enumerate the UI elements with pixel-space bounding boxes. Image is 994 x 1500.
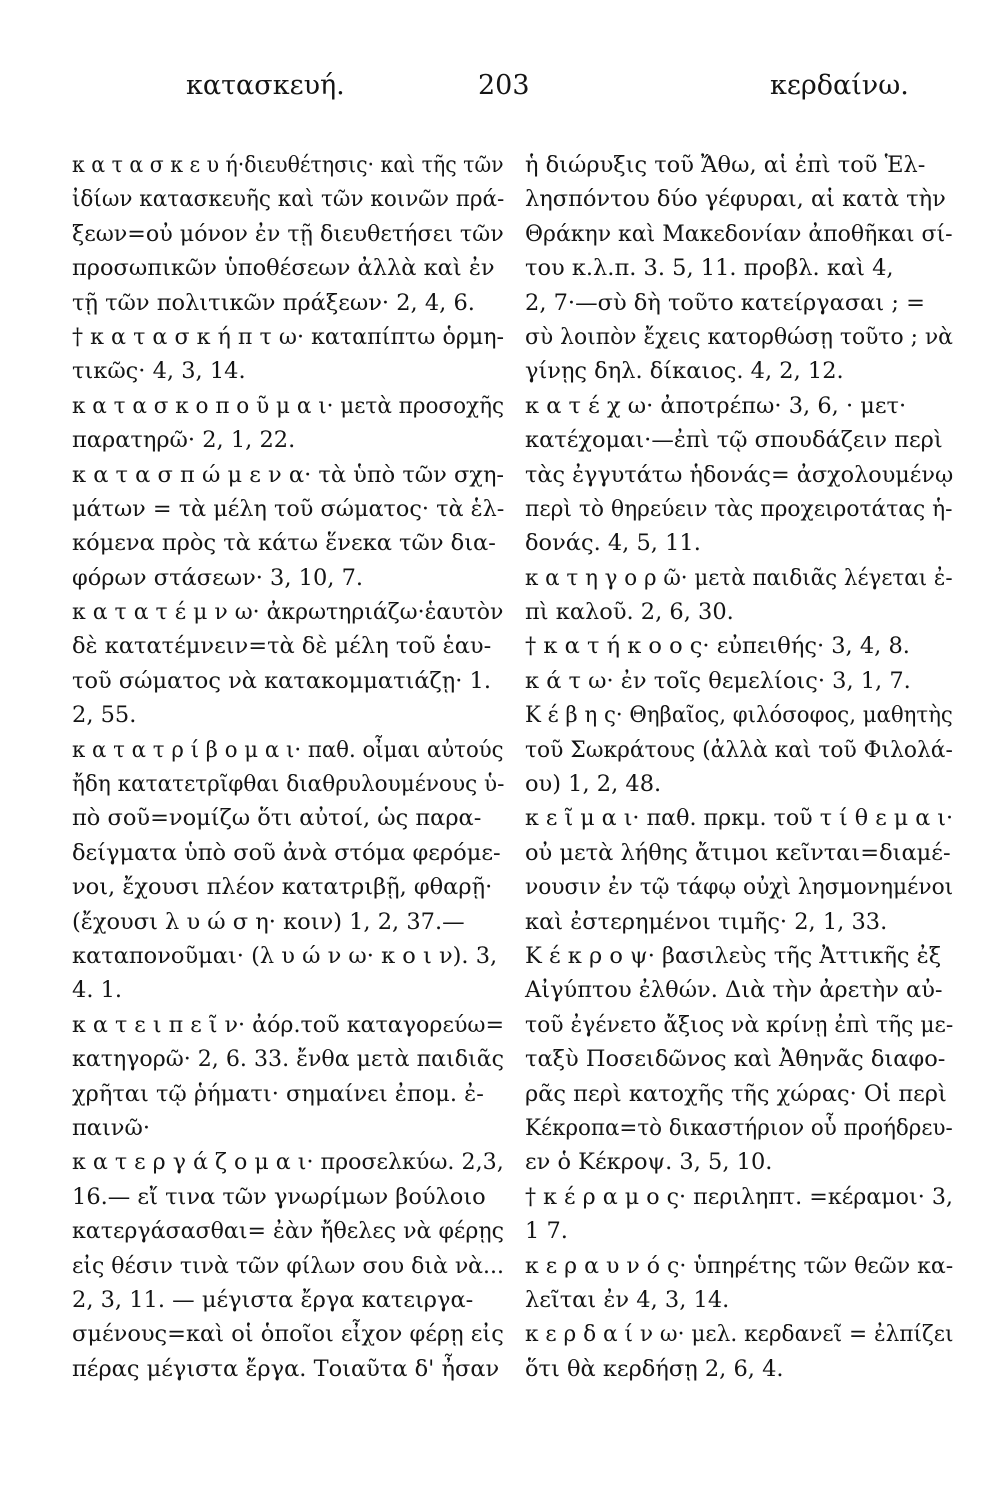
text-line: πὸ σοῦ=νομίζω ὅτι αὐτοί, ὡς παρα- [72, 805, 482, 832]
text-line: κ ά τ ω· ἐν τοῖς θεμελίοις· 3, 1, 7. [525, 667, 911, 694]
text-line: ρᾶς περὶ κατοχῆς τῆς χώρας· Οἱ περὶ [525, 1080, 947, 1107]
text-line: σὺ λοιπὸν ἔχεις κατορθώσῃ τοῦτο ; νὰ [525, 323, 953, 350]
text-line: 2, 7·—σὺ δὴ τοῦτο κατείργασαι ; = [525, 289, 925, 316]
text-line: λησπόντου δύο γέφυραι, αἱ κατὰ τὴν [525, 186, 946, 213]
text-line: κ α τ ε ι π ε ῖ ν· ἀόρ.τοῦ καταγορεύω= [72, 1011, 505, 1038]
text-line: γίνῃς δηλ. δίκαιος. 4, 2, 12. [525, 358, 844, 385]
text-line: ἡ διώρυξις τοῦ Ἄθω, αἱ ἐπὶ τοῦ Ἑλ- [525, 152, 926, 178]
text-line: χρῆται τῷ ῥήματι· σημαίνει ἐπομ. ἐ- [72, 1080, 484, 1107]
text-line: τῇ τῶν πολιτικῶν πράξεων· 2, 4, 6. [72, 289, 475, 316]
text-line: ου) 1, 2, 48. [525, 771, 662, 798]
text-line: τοῦ Σωκράτους (ἀλλὰ καὶ τοῦ Φιλολά- [525, 736, 953, 763]
left-column [72, 148, 547, 1386]
text-line: (ἔχουσι λ υ ώ σ η· κοιν) 1, 2, 37.— [72, 908, 465, 935]
text-line: οὐ μετὰ λήθης ἄτιμοι κεῖνται=διαμέ- [525, 839, 951, 866]
text-line: 2, 55. [72, 702, 137, 729]
text-line: † κ έ ρ α μ ο ς· περιληπτ. =κέραμοι· 3, [525, 1183, 953, 1210]
text-line: † κ α τ α σ κ ή π τ ω· καταπίπτω ὁρμη- [72, 323, 505, 350]
text-line: παινῶ· [72, 1114, 150, 1141]
text-line: πὶ καλοῦ. 2, 6, 30. [525, 599, 734, 626]
text-line: εν ὁ Κέκροψ. 3, 5, 10. [525, 1149, 773, 1176]
text-line: 1 7. [525, 1218, 568, 1245]
text-line: δείγματα ὑπὸ σοῦ ἀνὰ στόμα φερόμε- [72, 839, 501, 866]
text-line: κ ε ῖ μ α ι· παθ. πρκμ. τοῦ τ ί θ ε μ α ι· [525, 805, 954, 832]
text-line: τοῦ ἐγένετο ἄξιος νὰ κρίνῃ ἐπὶ τῆς με- [525, 1011, 954, 1038]
text-line: ἤδη κατατετρῖφθαι διαθρυλουμένους ὑ- [72, 771, 505, 798]
text-line: καὶ ἐστερημένοι τιμῆς· 2, 1, 33. [525, 908, 888, 935]
page-header [0, 70, 994, 110]
text-line: κ α τ α σ κ ε υ ή·διευθέτησις· καὶ τῆς τῶν [72, 152, 504, 178]
text-line: τοῦ σώματος νὰ κατακομματιάζῃ· 1. [72, 667, 491, 694]
text-line: εἰς θέσιν τινὰ τῶν φίλων σου διὰ νὰ... [72, 1252, 504, 1279]
text-line: Αἰγύπτου ἐλθών. Διὰ τὴν ἀρετὴν αὐ- [525, 977, 943, 1004]
text-line: κ α τ έ χ ω· ἀποτρέπω· 3, 6, · μετ· [525, 392, 907, 419]
text-line: κ α τ α τ ρ ί β ο μ α ι· παθ. οἶμαι αὐτούς [72, 736, 504, 763]
text-line: 16.— εἴ τινα τῶν γνωρίμων βούλοιο [72, 1183, 486, 1210]
page-number: 203 [478, 70, 530, 101]
text-line: ξεων=οὐ μόνον ἐν τῇ διευθετήσει τῶν [72, 220, 504, 247]
text-line: κ α τ η γ ο ρ ῶ· μετὰ παιδιᾶς λέγεται ἐ- [525, 564, 953, 591]
text-line: ὅτι θὰ κερδήσῃ 2, 6, 4. [525, 1355, 784, 1382]
text-line: 4. 1. [72, 977, 123, 1004]
text-line: πέρας μέγιστα ἔργα. Τοιαῦτα δ' ἦσαν [72, 1355, 500, 1382]
text-line: λεῖται ἐν 4, 3, 14. [525, 1286, 730, 1313]
text-line: κατεργάσασθαι= ἐὰν ἤθελες νὰ φέρῃς [72, 1218, 504, 1245]
text-line: κατέχομαι·—ἐπὶ τῷ σπουδάζειν περὶ [525, 427, 943, 454]
text-line: κ α τ α τ έ μ ν ω· ἀκρωτηριάζω·ἑαυτὸν [72, 599, 504, 626]
text-line: σμένους=καὶ οἱ ὁποῖοι εἶχον φέρῃ εἰς [72, 1321, 504, 1348]
text-line: 2, 3, 11. — μέγιστα ἔργα κατειργα- [72, 1286, 474, 1313]
text-line: κ α τ ε ρ γ ά ζ ο μ α ι· προσελκύω. 2,3, [72, 1149, 504, 1176]
running-head-right: κερδαίνω. [770, 70, 909, 101]
text-line: Κέκροπα=τὸ δικαστήριον οὗ προήδρευ- [525, 1114, 953, 1141]
text-line: Κ έ κ ρ ο ψ· βασιλεὺς τῆς Ἀττικῆς ἐξ [525, 942, 942, 969]
text-line: ἰδίων κατασκευῆς καὶ τῶν κοινῶν πρά- [72, 186, 505, 213]
text-line: του κ.λ.π. 3. 5, 11. προβλ. καὶ 4, [525, 255, 894, 282]
text-line: προσωπικῶν ὑποθέσεων ἀλλὰ καὶ ἐν [72, 255, 495, 282]
text-line: νουσιν ἐν τῷ τάφῳ οὐχὶ λησμονημένοι [525, 874, 954, 901]
text-line: περὶ τὸ θηρεύειν τὰς προχειροτάτας ἡ- [525, 495, 953, 522]
running-head-left: κατασκευή. [186, 70, 345, 101]
text-line: δὲ κατατέμνειν=τὰ δὲ μέλη τοῦ ἑαυ- [72, 633, 492, 660]
text-line: δονάς. 4, 5, 11. [525, 530, 701, 557]
text-line: νοι, ἔχουσι πλέον κατατριβῇ, φθαρῇ· [72, 874, 493, 901]
text-line: παρατηρῶ· 2, 1, 22. [72, 427, 296, 454]
text-line: Θράκην καὶ Μακεδονίαν ἀποθῆκαι σί- [525, 220, 953, 247]
text-line: ταξὺ Ποσειδῶνος καὶ Ἀθηνᾶς διαφο- [525, 1046, 946, 1073]
text-line: κ ε ρ α υ ν ό ς· ὑπηρέτης τῶν θεῶν κα- [525, 1252, 954, 1279]
text-line: κ α τ α σ κ ο π ο ῦ μ α ι· μετὰ προσοχῆς [72, 392, 505, 419]
text-line: τικῶς· 4, 3, 14. [72, 358, 246, 385]
text-line: Κ έ β η ς· Θηβαῖος, φιλόσοφος, μαθητὴς [525, 702, 953, 729]
text-line: κόμενα πρὸς τὰ κάτω ἕνεκα τῶν δια- [72, 530, 496, 557]
text-line: κ ε ρ δ α ί ν ω· μελ. κερδανεῖ = ἐλπίζει [525, 1321, 954, 1348]
text-line: κ α τ α σ π ώ μ ε ν α· τὰ ὑπὸ τῶν σχη- [72, 461, 505, 488]
text-line: φόρων στάσεων· 3, 10, 7. [72, 564, 364, 591]
text-line: † κ α τ ή κ ο ο ς· εὐπειθής· 3, 4, 8. [525, 633, 910, 660]
text-line: καταπονοῦμαι· (λ υ ώ ν ω· κ ο ι ν). 3, [72, 942, 498, 969]
text-line: κατηγορῶ· 2, 6. 33. ἔνθα μετὰ παιδιᾶς [72, 1046, 505, 1073]
text-line: μάτων = τὰ μέλη τοῦ σώματος· τὰ ἑλ- [72, 495, 505, 522]
right-column [525, 148, 978, 1386]
text-line: τὰς ἐγγυτάτω ἡδονάς= ἀσχολουμένῳ [525, 461, 954, 488]
